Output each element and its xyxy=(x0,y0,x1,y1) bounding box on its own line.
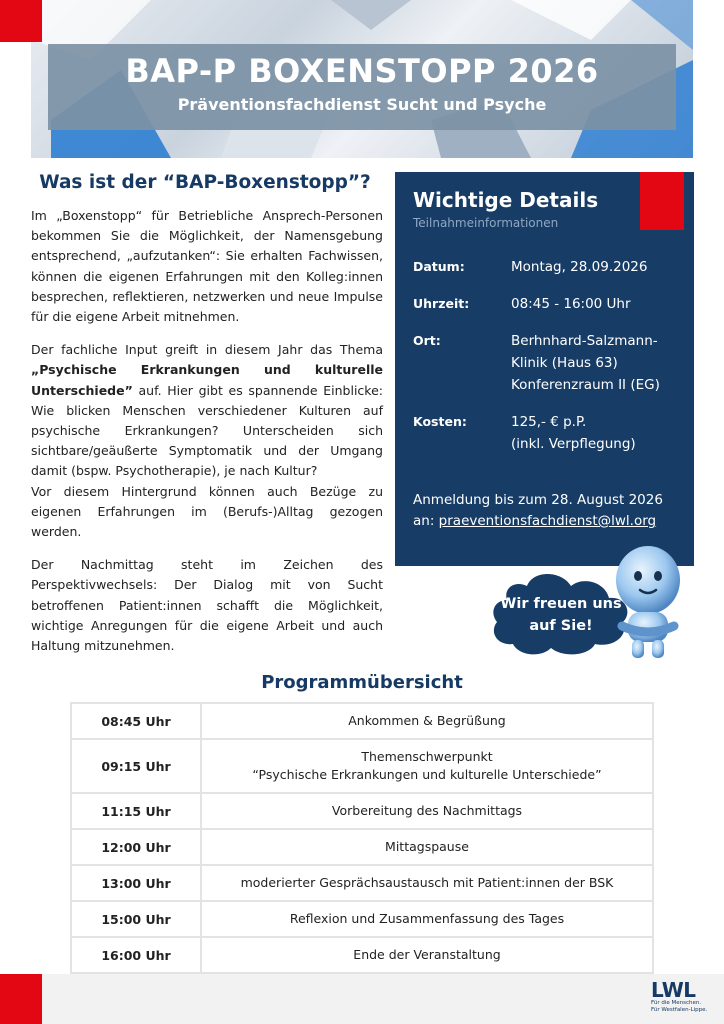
topic-highlight: „Psychische Erkrankungen und kulturelle Unterschiede” xyxy=(31,362,383,398)
detail-label: Datum: xyxy=(413,259,465,274)
program-activity: Ende der Veranstaltung xyxy=(201,937,653,973)
registration-email-link[interactable]: praeventionsfachdienst@lwl.org xyxy=(438,513,657,529)
program-activity: Mittagspause xyxy=(201,829,653,865)
program-activity xyxy=(201,739,653,793)
logo-wordmark: LWL xyxy=(651,978,696,1002)
program-time: 08:45 Uhr xyxy=(71,703,201,739)
intro-paragraph-1: Im „Boxenstopp“ für Betriebliche Ansprech-Personen bekommen Sie die Möglichkeit, der Namensgebung entsprechend, „aufzutanken“: Sie erhalten Fachwissen, können die eigenen Erfahrungen mit den Kolleg:innen besprechen, reflektieren, netzwerken und neue Impulse für die eigene Arbeit mitnehmen. xyxy=(31,208,383,325)
mascot-figure xyxy=(600,540,696,660)
intro-section xyxy=(31,172,383,669)
intro-paragraph-2 xyxy=(31,340,383,542)
table-row xyxy=(71,937,653,973)
registration-deadline: Anmeldung bis zum 28. August 2026 xyxy=(413,492,663,508)
detail-value: Montag, 28.09.2026 xyxy=(511,259,648,275)
banner-title-box xyxy=(48,44,676,130)
red-corner-block-top xyxy=(0,0,42,42)
cost-line: (inkl. Verpflegung) xyxy=(511,436,636,452)
intro-heading: Was ist der “BAP-Boxenstopp”? xyxy=(39,172,371,193)
table-row xyxy=(71,901,653,937)
program-activity: moderierter Gesprächsaustausch mit Patient:innen der BSK xyxy=(201,865,653,901)
table-row xyxy=(71,739,653,793)
detail-value xyxy=(511,411,691,455)
program-time: 09:15 Uhr xyxy=(71,739,201,793)
footer-band xyxy=(0,974,724,1024)
table-row xyxy=(71,829,653,865)
activity-line: Themenschwerpunkt xyxy=(361,749,493,764)
lwl-logo xyxy=(651,980,711,1014)
page-title: BAP-P BOXENSTOPP 2026 xyxy=(125,52,599,90)
details-red-accent xyxy=(640,172,684,230)
details-panel xyxy=(395,172,694,566)
table-row xyxy=(71,703,653,739)
program-time: 11:15 Uhr xyxy=(71,793,201,829)
program-title: Programmübersicht xyxy=(261,672,463,693)
activity-line: “Psychische Erkrankungen und kulturelle Unterschiede” xyxy=(252,767,602,782)
registration-prefix: an: xyxy=(413,513,439,529)
program-time: 13:00 Uhr xyxy=(71,865,201,901)
red-corner-block-bottom xyxy=(0,974,42,1024)
greeting-line: Wir freuen uns xyxy=(500,596,622,612)
place-line: Berhnhard-Salzmann- xyxy=(511,333,658,349)
detail-value: 08:45 - 16:00 Uhr xyxy=(511,296,631,312)
logo-tagline: Für Westfalen-Lippe. xyxy=(651,1007,708,1013)
detail-label: Uhrzeit: xyxy=(413,296,470,311)
program-activity: Reflexion und Zusammenfassung des Tages xyxy=(201,901,653,937)
place-line: Konferenzraum II (EG) xyxy=(511,377,660,393)
intro-text: auf. Hier gibt es spannende Einblicke: Wie blicken Menschen verschiedener Kulturen auf psychische Erkrankungen? Unterscheiden sich sichtbare/geäußerte Symptomatik und der Umgang damit (bspw. Psychotherapie), je nach Kultur? xyxy=(31,382,383,479)
header-banner xyxy=(31,0,693,158)
program-time: 16:00 Uhr xyxy=(71,937,201,973)
program-activity: Vorbereitung des Nachmittags xyxy=(201,793,653,829)
detail-value xyxy=(511,330,691,396)
page-subtitle: Präventionsfachdienst Sucht und Psyche xyxy=(177,95,547,114)
intro-paragraph-3: Der Nachmittag steht im Zeichen des Perspektivwechsels: Der Dialog mit von Sucht betroffenen Patient:innen schafft die Möglichkeit, wichtige Anregungen für die eigene Arbeit und auch Haltung mitzunehmen. xyxy=(31,557,383,654)
registration-info xyxy=(413,490,683,532)
details-subtitle: Teilnahmeinformationen xyxy=(413,216,559,230)
program-time: 12:00 Uhr xyxy=(71,829,201,865)
intro-text: Der fachliche Input greift in diesem Jahr das Thema xyxy=(31,342,383,358)
cost-line: 125,- € p.P. xyxy=(511,414,587,430)
greeting-line: auf Sie! xyxy=(529,618,593,634)
detail-label: Ort: xyxy=(413,333,441,348)
details-title: Wichtige Details xyxy=(413,188,599,212)
detail-label: Kosten: xyxy=(413,414,467,429)
place-line: Klinik (Haus 63) xyxy=(511,355,618,371)
program-activity: Ankommen & Begrüßung xyxy=(201,703,653,739)
intro-text: Vor diesem Hintergrund können auch Bezüge zu eigenen Erfahrungen im (Berufs-)Alltag gezogen werden. xyxy=(31,483,383,540)
program-time: 15:00 Uhr xyxy=(71,901,201,937)
table-row xyxy=(71,865,653,901)
logo-tagline: Für die Menschen. xyxy=(651,1000,702,1006)
table-row xyxy=(71,793,653,829)
program-table xyxy=(70,702,654,974)
